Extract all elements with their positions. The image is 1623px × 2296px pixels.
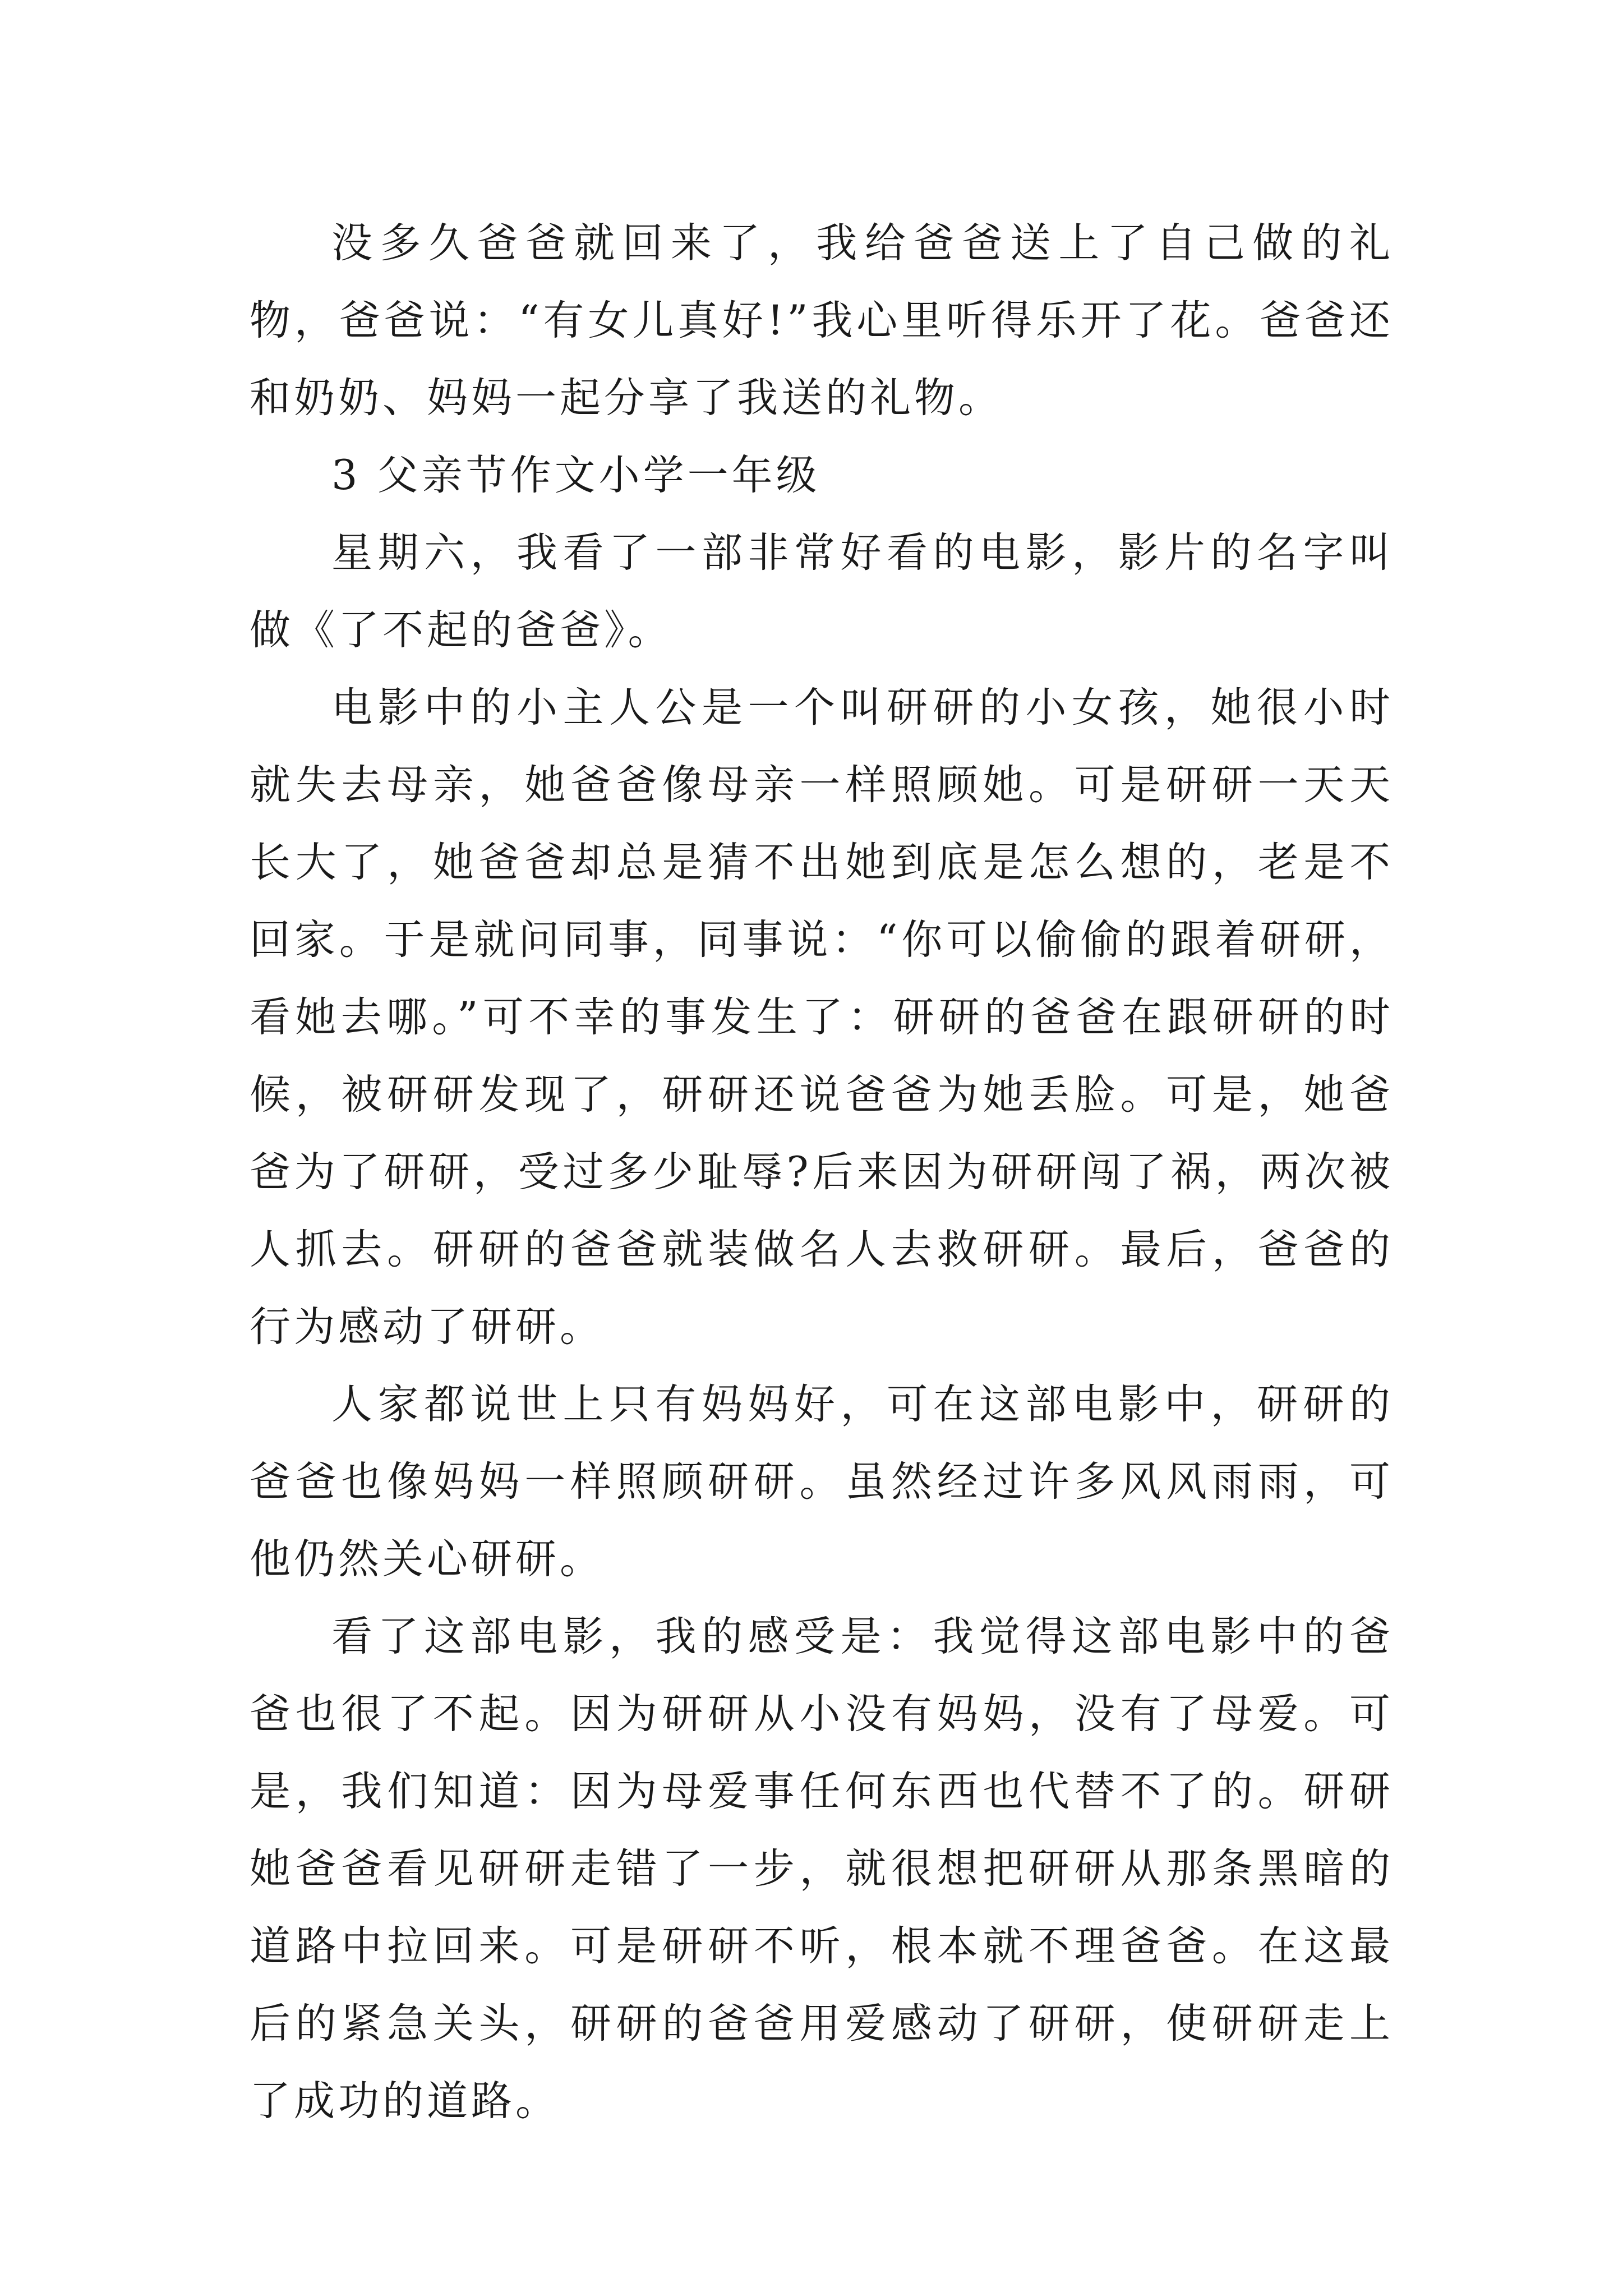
paragraph-gift: 没多久爸爸就回来了，我给爸爸送上了自己做的礼物，爸爸说：“有女儿真好!”我心里听得乐开了花。爸爸还和奶奶、妈妈一起分享了我送的礼物。 (250, 219, 1394, 422)
document-body (250, 205, 1394, 2140)
paragraph-reflection: 看了这部电影，我的感受是：我觉得这部电影中的爸爸也很了不起。因为研研从小没有妈妈，没有了母爱。可是，我们知道：因为母爱事任何东西也代替不了的。研研她爸爸看见研研走错了一步，就很想把研研从那条黑暗的道路中拉回来。可是研研不听，根本就不理爸爸。在这最后的紧急关头，研研的爸爸用爱感动了研研，使研研走上了成功的道路。 (250, 1613, 1394, 2125)
paragraph-father-care: 人家都说世上只有妈妈好，可在这部电影中，研研的爸爸也像妈妈一样照顾研研。虽然经过许多风风雨雨，可他仍然关心研研。 (250, 1381, 1394, 1583)
section-heading: 3 父亲节作文小学一年级 (331, 452, 820, 499)
paragraph-movie-plot: 电影中的小主人公是一个叫研研的小女孩，她很小时就失去母亲，她爸爸像母亲一样照顾她。可是研研一天天长大了，她爸爸却总是猜不出她到底是怎么想的，老是不回家。于是就问同事，同事说：“你可以偷偷的跟着研研，看她去哪。”可不幸的事发生了：研研的爸爸在跟研研的时候，被研研发现了，研研还说爸爸为她丢脸。可是，她爸爸为了研研，受过多少耻辱?后来因为研研闯了祸，两次被人抓去。研研的爸爸就装做名人去救研研。最后，爸爸的行为感动了研研。 (250, 684, 1394, 1351)
paragraph-movie-intro: 星期六，我看了一部非常好看的电影，影片的名字叫做《了不起的爸爸》。 (250, 529, 1394, 654)
